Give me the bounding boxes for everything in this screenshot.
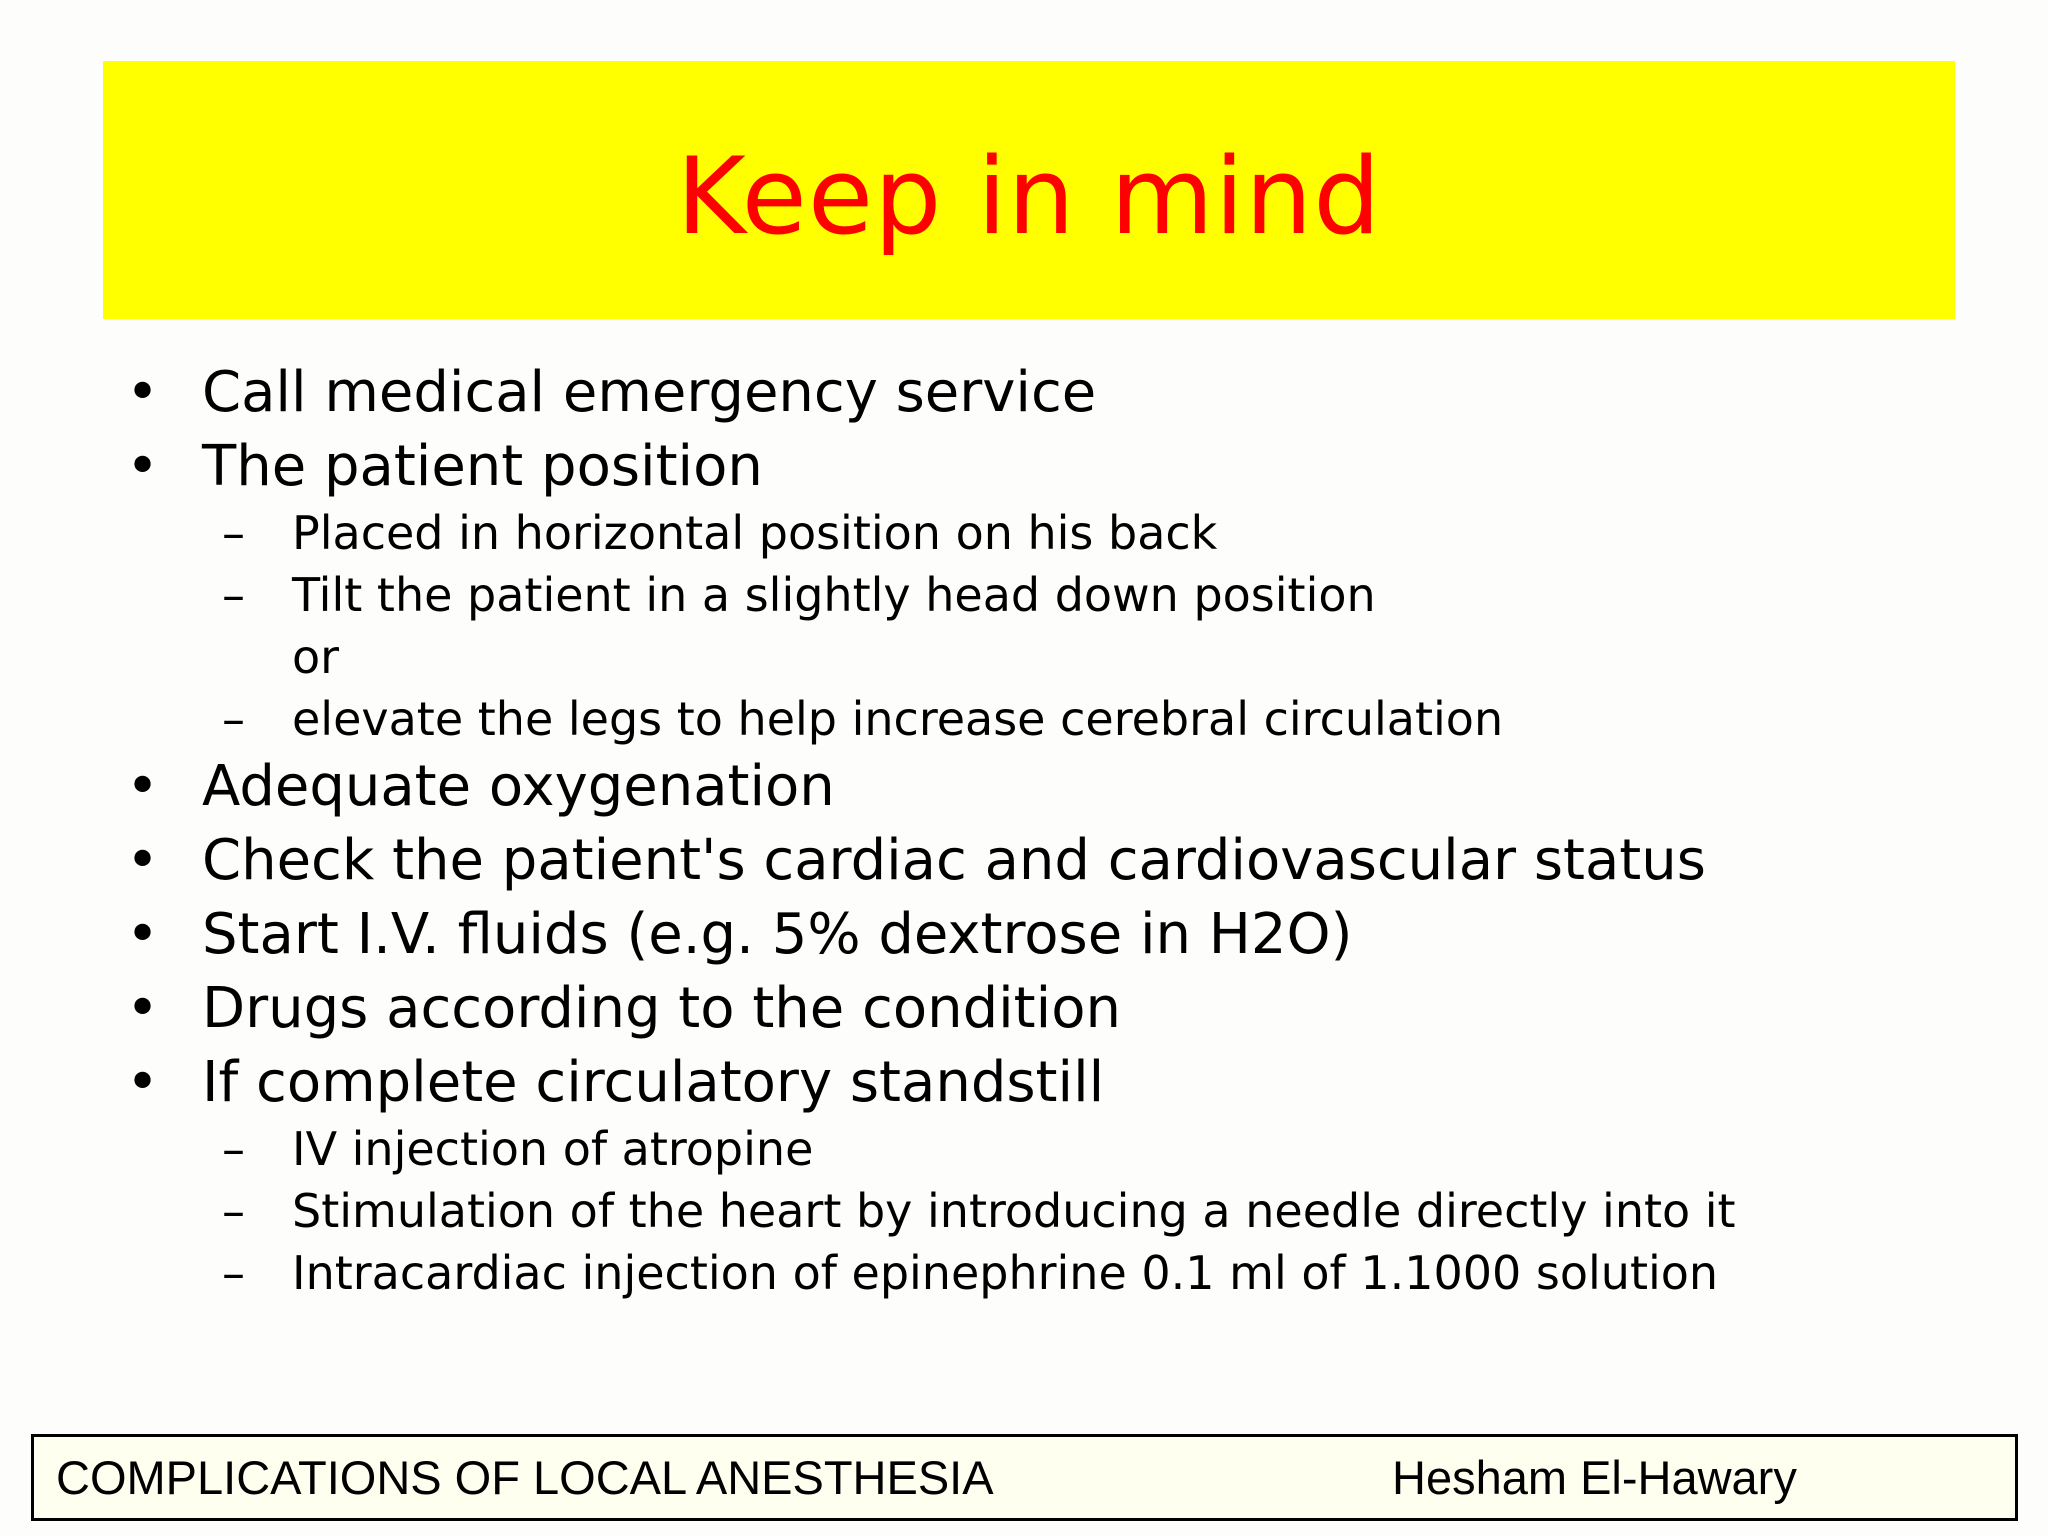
- bullet-item: [126, 1046, 1104, 1120]
- bullet-item: [126, 824, 1706, 898]
- bullet-item: [126, 430, 763, 504]
- bullet-marker: •: [126, 976, 160, 1041]
- bullet-marker: •: [126, 828, 160, 893]
- bullet-text: The patient position: [202, 434, 763, 499]
- dash-marker: –: [222, 1246, 245, 1300]
- bullet-text: If complete circulatory standstill: [202, 1050, 1105, 1115]
- sub-bullet-text: Intracardiac injection of epinephrine 0.1 ml of 1.1000 solution: [292, 1246, 1719, 1300]
- sub-bullet-item: [222, 1118, 813, 1180]
- bullet-marker: •: [126, 360, 160, 425]
- sub-bullet-text: or: [292, 630, 340, 684]
- sub-bullet-item: [222, 564, 1376, 626]
- bullet-marker: •: [126, 434, 160, 499]
- bullet-marker: •: [126, 1050, 160, 1115]
- slide-title: Keep in mind: [676, 134, 1382, 258]
- title-band: [103, 61, 1955, 319]
- dash-marker: –: [222, 1122, 245, 1176]
- sub-bullet-item: [222, 688, 1503, 750]
- dash-marker: –: [222, 568, 245, 622]
- footer-author: Hesham El-Hawary: [1392, 1451, 1797, 1504]
- dash-marker: –: [222, 506, 245, 560]
- bullet-text: Call medical emergency service: [202, 360, 1097, 425]
- sub-bullet-item: [222, 502, 1217, 564]
- footer-course-title: COMPLICATIONS OF LOCAL ANESTHESIA: [56, 1451, 994, 1504]
- dash-marker: –: [222, 1184, 245, 1238]
- sub-bullet-text: Tilt the patient in a slightly head down position: [292, 568, 1376, 622]
- bullet-text: Check the patient's cardiac and cardiovascular status: [202, 828, 1706, 893]
- bullet-item: [126, 898, 1352, 972]
- sub-bullet-text: IV injection of atropine: [292, 1122, 814, 1176]
- sub-bullet-item: [222, 1242, 1718, 1304]
- bullet-item: [126, 750, 835, 824]
- bullet-marker: •: [126, 902, 160, 967]
- sub-bullet-text: Placed in horizontal position on his back: [292, 506, 1218, 560]
- bullet-text: Adequate oxygenation: [202, 754, 835, 819]
- dash-marker: –: [222, 692, 245, 746]
- bullet-text: Drugs according to the condition: [202, 976, 1121, 1041]
- sub-bullet-continuation: [292, 626, 339, 688]
- sub-bullet-item: [222, 1180, 1736, 1242]
- bullet-marker: •: [126, 754, 160, 819]
- bullet-item: [126, 972, 1121, 1046]
- sub-bullet-text: Stimulation of the heart by introducing a needle directly into it: [292, 1184, 1736, 1238]
- slide-footer: [31, 1434, 2018, 1521]
- bullet-item: [126, 356, 1096, 430]
- sub-bullet-text: elevate the legs to help increase cerebral circulation: [292, 692, 1504, 746]
- bullet-text: Start I.V. fluids (e.g. 5% dextrose in H2O): [202, 902, 1353, 967]
